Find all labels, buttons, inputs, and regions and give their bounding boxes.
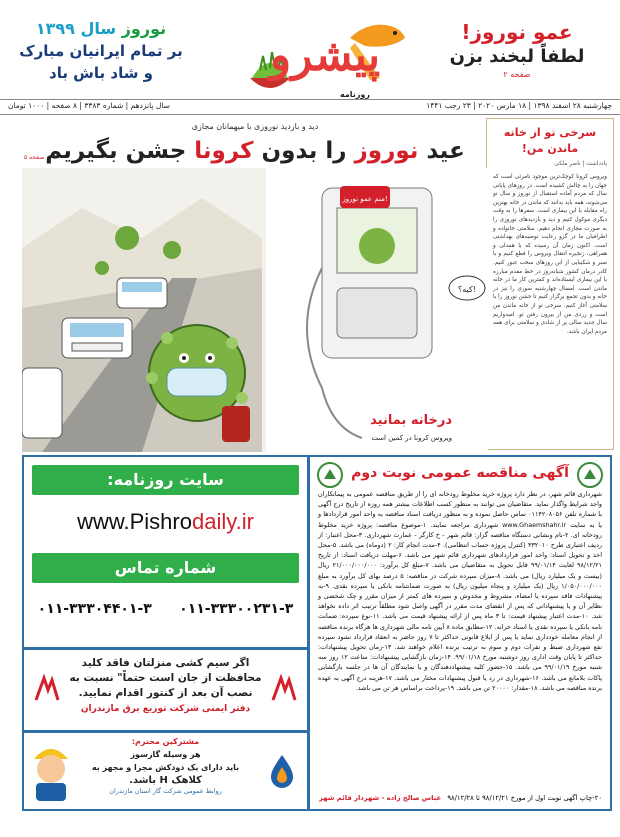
electric-logo-icon — [267, 672, 301, 706]
masthead-left-banner — [6, 18, 196, 84]
feature-story — [22, 122, 488, 452]
site-url-part: www.Pishro — [77, 509, 192, 534]
suitcase-icon — [222, 406, 250, 442]
site-title: سایت روزنامه: — [32, 465, 299, 495]
column-title-line1: سرخی تو از خانه — [503, 126, 597, 139]
bubble1-text: منم عمو نوروز! — [342, 195, 388, 203]
virus-icon — [115, 226, 139, 250]
gas-line: هر وسیله گازسوز — [130, 750, 201, 759]
headline-part-red: نوروز — [354, 138, 419, 164]
column-title — [487, 125, 613, 157]
phone-number[interactable]: ۰۱۱-۳۳۳۰۰۲۳۱-۳ — [179, 601, 294, 617]
virus-icon — [163, 241, 181, 259]
gas-footer: روابط عمومی شرکت گاز استان مازندران — [109, 787, 222, 795]
electric-message: اگر سیم کشی منزلتان فاقد کلید محافظت از جان است حتماً" نسبت به نصب آن بعد از کنتور اقدام نمایید. — [69, 657, 262, 699]
contact-title: شماره تماس — [32, 553, 299, 583]
site-url-part-red: daily.ir — [191, 509, 254, 534]
municipality-logo-icon — [576, 461, 604, 489]
electric-logo-icon — [30, 672, 64, 706]
feature-headline — [22, 136, 488, 166]
feature-ref: صفحه ۵ — [24, 154, 45, 161]
column-author: یادداشت | ناصر ملکی — [554, 161, 607, 167]
tender-footer-line: ۲۰-چاپ آگهی نوبت اول از مورخ ۹۸/۱۲/۲۱ تا ۹۸/۱۲/۲۸ — [447, 794, 602, 802]
logo-word: پیشرو — [269, 30, 381, 81]
logo-subtitle: روزنامه — [340, 90, 370, 99]
greeting-line2: بر تمام ایرانیان مبارک — [19, 42, 183, 60]
tender-body: شهرداری قائم شهر، در نظر دارد پروژه خرید مخلوط رودخانه ای را از طریق مناقصه عمومی به پیمانکاران واجد شرایط واگذار نماید. متقاضیان می توانند به منظور کسب اطلاعات بیشتر همه روزه از تاریخ درج آگهی با شماره تلفن ۰۱۱۴۲۰۸۰۵۶ تماس حاصل نموده و به منظور دریافت اسناد مناقصه به واحد امور قراردادها و یا به سایت www.Ghaemshahr.ir شهرداری مراجعه نمایند. ۱-موضوع مناقصه: پروژه خرید مخلوط رودخانه ای. ۲-نام ونشانی دستگاه مناقصه گزار: قائم شهر - خ کارگر - عمارت شهرداری. ۳-محل اعتبار: از ردیف اعتباری طرح ۳۳۲۰۱۰ (کنترل پروژه حساب انتظامی). ۴-مدت انجام کار: ۲ (دوماه) می باشد. ۵-محل اخذ و تحویل اسناد: واحد امور قراردادهای شهرداری قائم شهر می باشد. ۶-مهلت دریافت اسناد: از تاریخ ۹۸/۱۲/۲۱ لغایت ۹۹/۰۱/۱۴ قابل تحویل به متقاضیان می باشد. ۷-مبلغ کل برآورد: ۲۱/۰۰۰/۰۰۰/۰۰۰ ریال (بیست و یک میلیارد ریال) می باشد. ۸-میزان سپرده شرکت در مناقصه: ۵ درصد بهای کل برآورد به مبلغ ۱/۰۵۰/۰۰۰/۰۰۰ ریال (یک میلیارد و پنجاه میلیون ریال) به صورت ضمانتنامه بانکی یا سپرده نقدی. ۹-به پیشنهادات فاقد سپرده یا امضاء، مشروط و مخدوش و سپرده های کمتر از میزان مقرر و چک شخصی و نظایر آن و یا پیشنهاداتی که پس از انقضای مدت مقرر در آگهی واصل شود مطلقاً ترتیب اثر داده نخواهد شد. ۱۰-مدت اعتبار پیشنهاد قیمت: تا ۳ ماه پس از ارائه پیشنهاد قیمت می باشد. ۱۱-نوع سپرده: ضمانت نامه بانکی یا سپرده نقدی یا اسناد خزانه. ۱۲-مطابق ماده ۸ آیین نامه مالی شهرداری ها هرگاه برنده مناقصه از انجام معامله خودداری نماید یا پس از ابلاغ قانونی حداکثر تا ۷ روز حاضر به انعقاد قرارداد نشود سپرده نفع شهرداری ضبط و نفرات دوم و سوم به ترتیب برنده اعلام خواهند شد. ۱۳-زمان تحویل پیشنهادات: حداکثر تا پایان وقت اداری روز دوشنبه مورخ ۹۹/۰۱/۱۸. ۱۴-زمان بازگشایی پیشنهادات: ساعت ۱۲ روز سه شنبه مورخ ۹۹/۰۱/۱۹ می باشد. ۱۵-حضور کلیه پیشنهاددهندگان و یا نمایندگان آن ها در جلسه بازگشایی پاکات بلامانع می باشد. ۱۶-شهرداری در رد یا قبول پیشنهادات مختار می باشد. ۱۷-هزینه درج آگهی به عهده برنده مناقصه می باشد. ۱۸-مقدار: ۲۰۰۰۰ تن می باشد. ۱۹-پرداخت براساس هر تن می باشد. — [318, 490, 603, 692]
worker-mascot-icon — [28, 739, 74, 803]
greeting-line3: و شاد باش باد — [49, 64, 153, 82]
nowruz-word: نوروز — [121, 19, 167, 38]
phone-number[interactable]: ۰۱۱-۳۳۳۰۴۴۰۱-۳ — [37, 601, 152, 617]
tender-signature: عباس صالح زاده - شهردار قائم شهر — [319, 794, 442, 802]
nowruz-year: سال ۱۳۹۹ — [35, 19, 122, 38]
dateline — [0, 99, 620, 115]
feature-kicker: دید و بازدید نوروزی با میهمانان مجازی — [191, 122, 319, 131]
car-icon — [22, 368, 62, 438]
tender-title: آگهی مناقصه عمومی نوبت دوم — [351, 465, 569, 481]
electric-safety-ad — [22, 648, 309, 732]
right-ref: صفحه ۲ — [503, 70, 531, 79]
site-url[interactable] — [24, 509, 307, 535]
cartoon-slogan: درخانه بمانید — [370, 413, 452, 428]
municipality-logo-icon — [316, 461, 344, 489]
phone-numbers — [24, 601, 307, 617]
masthead — [0, 0, 620, 108]
tender-footer — [318, 793, 602, 803]
headline-part: را بدون — [253, 138, 355, 164]
headline-part: جشن بگیریم — [45, 138, 195, 164]
gas-heading: مشترکین محترم: — [131, 737, 200, 746]
tender-ad — [308, 455, 612, 811]
headline-part: عید — [418, 138, 465, 164]
virus-icon — [95, 261, 109, 275]
issue-date: چهارشنبه ۲۸ اسفند ۱۳۹۸ | ۱۸ مارس ۲۰۲۰ | ۲۳ رجب ۱۴۴۱ — [426, 101, 612, 110]
newspaper-contact-ad — [22, 455, 309, 649]
gas-line: کلاهک H باشد. — [129, 775, 202, 786]
electric-signature: دفتر ایمنی شرکت توزیع برق مازندران — [80, 704, 251, 714]
gas-company-logo-icon — [263, 751, 301, 789]
gas-safety-ad — [22, 731, 309, 811]
cartoon-subslogan: ویروس کرونا در کمین است — [371, 434, 452, 442]
issue-info: سال پانزدهم | شماره ۳۳۸۳ | ۸ صفحه | ۱۰۰۰ تومان — [8, 101, 170, 110]
gas-line: باید دارای یک دودکش مجزا و مجهز به — [91, 763, 240, 772]
speech-bubble-icon — [340, 186, 390, 208]
editorial-column — [486, 118, 614, 450]
bubble2-text: کیه؟! — [458, 285, 476, 294]
speech-bubble-icon — [449, 276, 485, 300]
car-icon — [62, 318, 132, 358]
car-icon — [117, 278, 167, 308]
gas-message — [74, 748, 257, 787]
column-body: ویروس کرونا کوچک‌ترین موجود نامرئی است که جهان را به چالش کشیده است. در روزهای پایانی سال که مردم آماده استقبال از نوروز و سال نو می‌شوند، همه باید بدانند که ماندن در خانه بهترین راه مقابله با این بیماری است. سفرها را به وقت دیگری موکول کنیم و دید و بازدیدهای نوروزی را به صورت مجازی انجام دهیم. سلامتی خانواده و اطرافیان ما در گرو رعایت توصیه‌های بهداشتی است. اکنون زمان آن رسیده که با همدلی و همراهی، زنجیره انتقال ویروس را قطع کنیم و با صبر و شکیبایی از این روزهای سخت عبور کنیم. کادر درمان کشور شبانه‌روز در خط مقدم مبارزه با این بیماری ایستاده‌اند و کمترین کار ما در خانه ماندن است. امسال چهارشنبه سوری را نیز در خانه و بدون تجمع برگزار کنیم تا جشن نوروز را با سلامتی آغاز کنیم. سرخی تو از خانه ماندن من است و زردی من از بیرون رفتن تو. امیدواریم سال جدید سالی پر از شادی و سلامتی برای همه مردم ایران باشد. — [493, 174, 607, 335]
right-subtitle: لطفاً لبخند بزن — [449, 46, 585, 67]
right-title: عمو نوروز! — [461, 20, 573, 44]
masthead-right-banner — [422, 20, 612, 79]
coronavirus-cartoon — [22, 168, 488, 452]
column-title-line2: ماندن من! — [521, 142, 579, 155]
headline-part-red: کرونا — [194, 138, 254, 164]
